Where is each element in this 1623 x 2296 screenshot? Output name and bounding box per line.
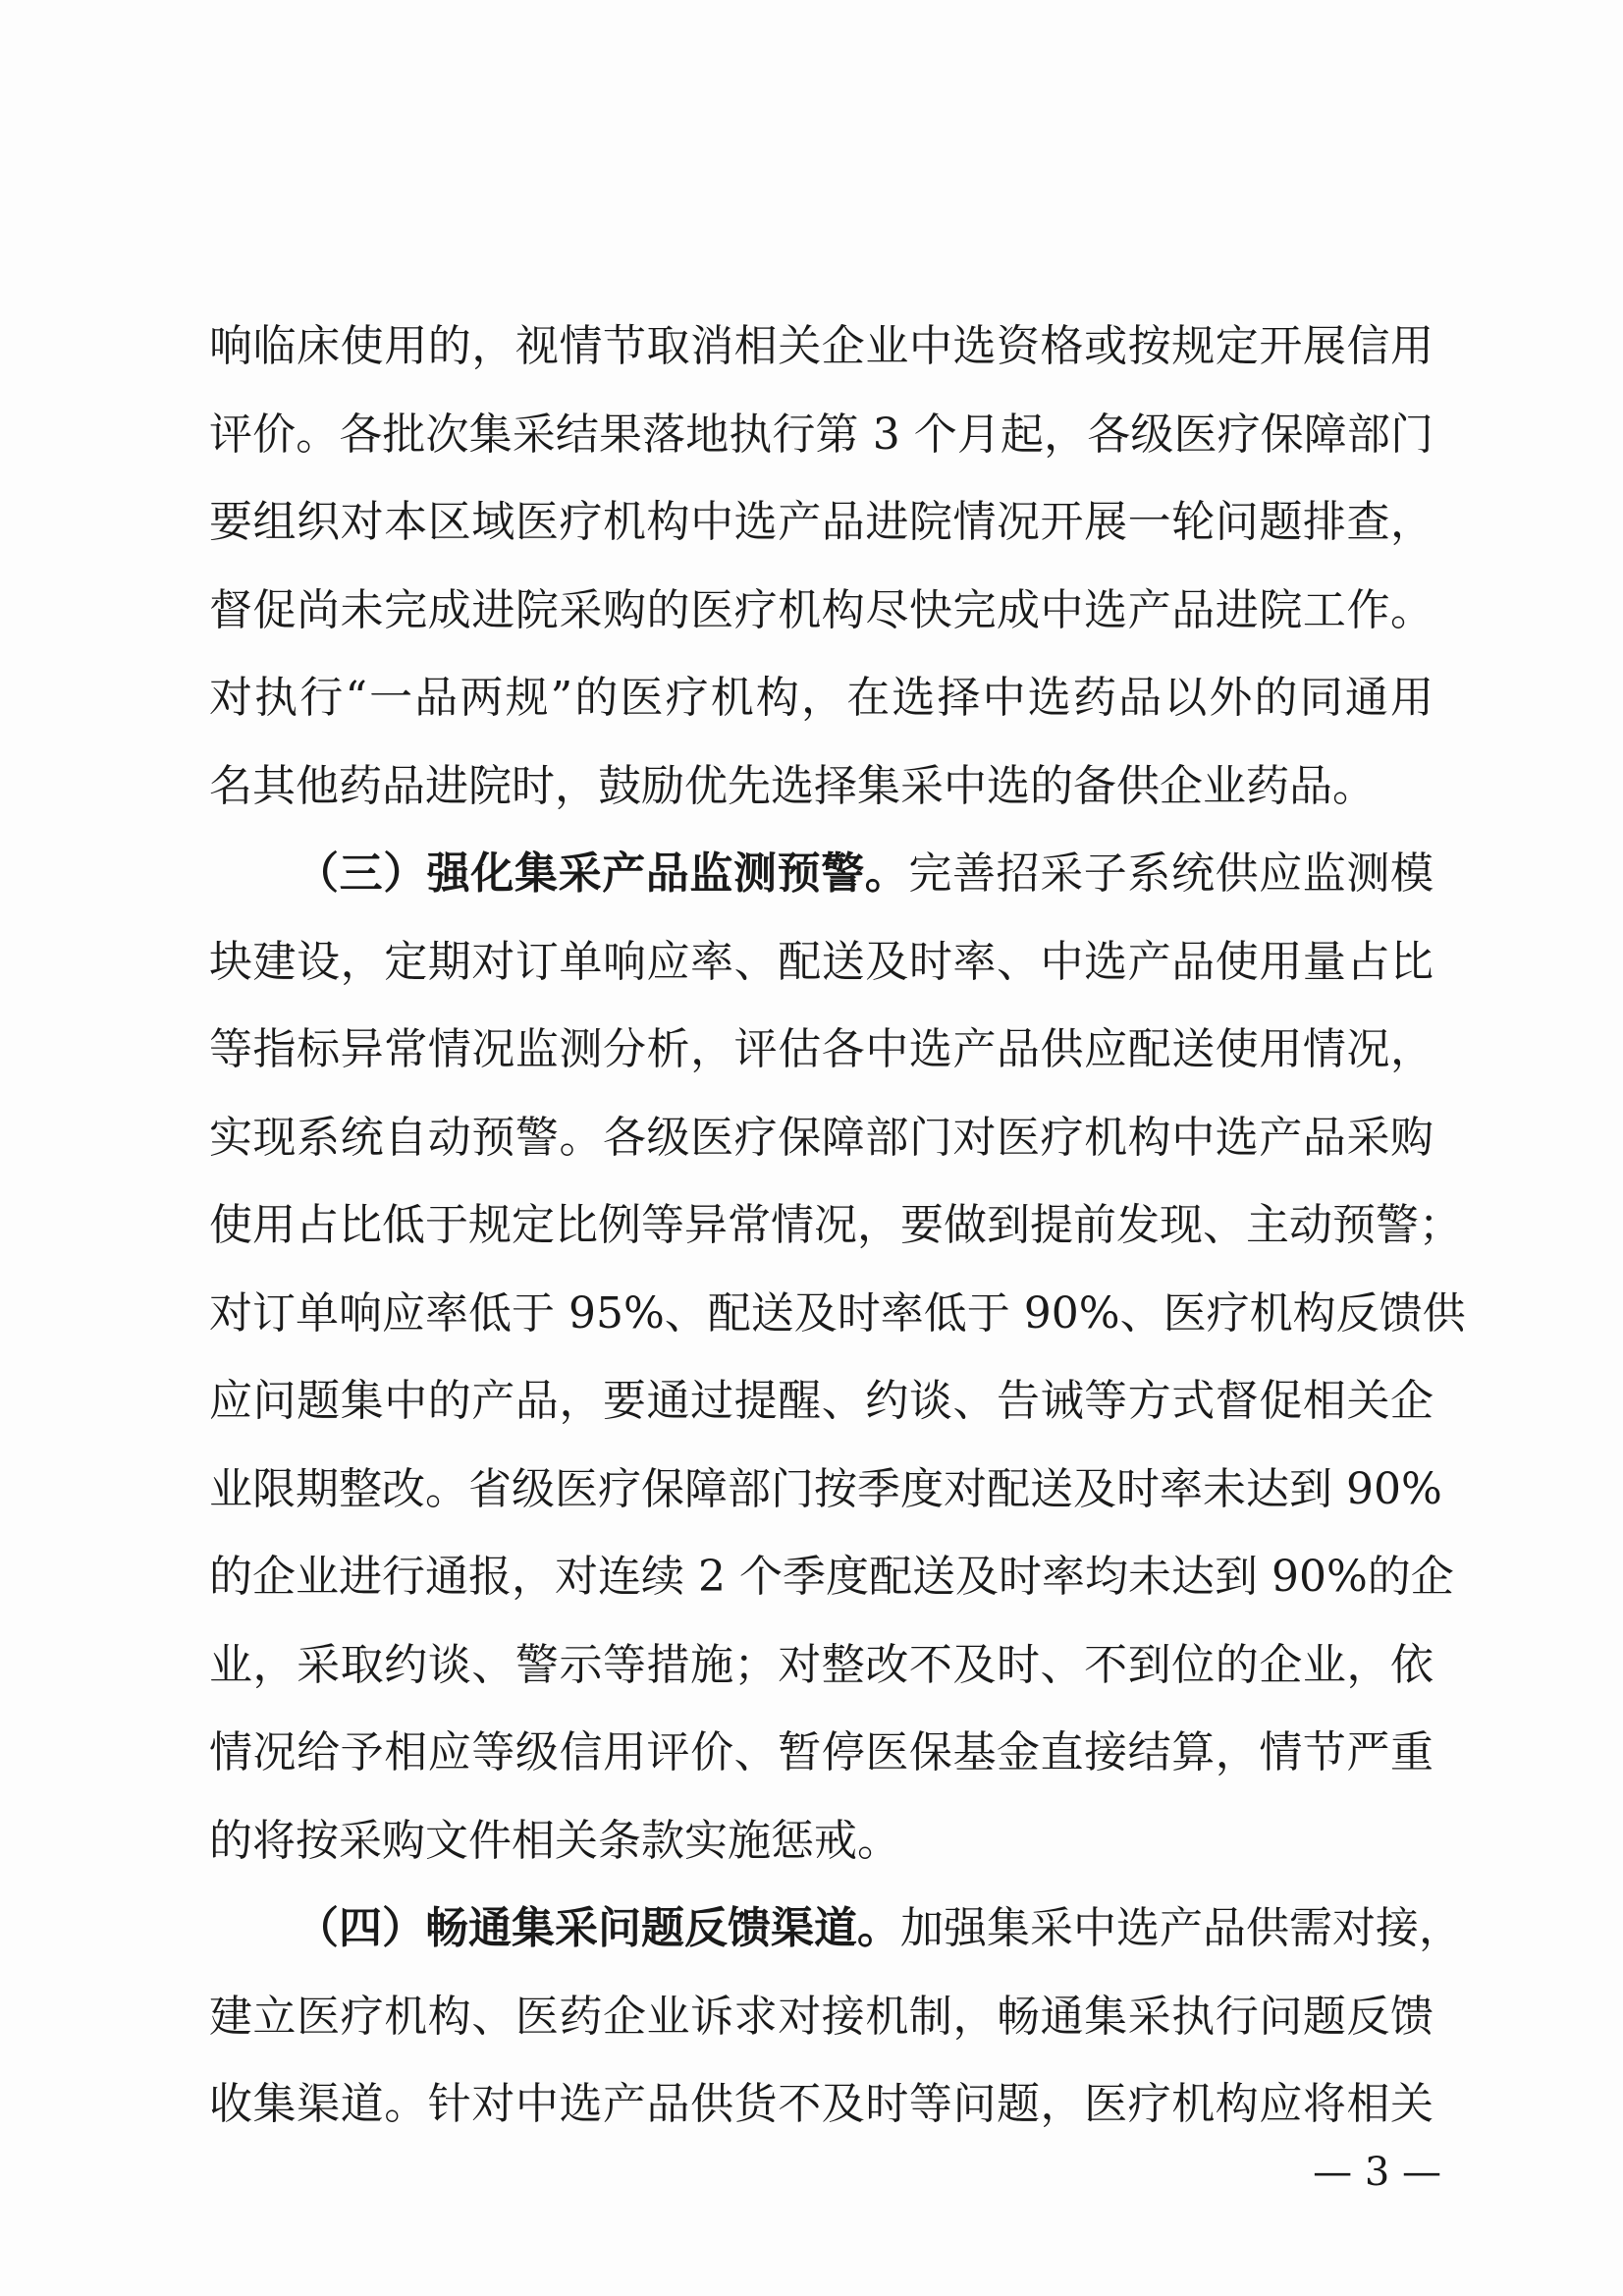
paragraph-line: 的将按采购文件相关条款实施惩戒。: [209, 1815, 900, 1866]
paragraph-line: 督促尚未完成进院采购的医疗机构尽快完成中选产品进院工作。: [209, 584, 1434, 635]
paragraph-line: 建立医疗机构、医药企业诉求对接机制，畅通集采执行问题反馈: [209, 1991, 1434, 2042]
paragraph-line: 对执行“一品两规”的医疗机构，在选择中选药品以外的同通用: [209, 673, 1434, 723]
paragraph-line: 情况给予相应等级信用评价、暂停医保基金直接结算，情节严重: [209, 1727, 1434, 1777]
paragraph-line: 应问题集中的产品，要通过提醒、约谈、告诫等方式督促相关企: [209, 1376, 1434, 1426]
body-text: [209, 302, 1466, 2149]
section-3-first-line-text: 完善招采子系统供应监测模: [908, 848, 1434, 899]
paragraph-line: 响临床使用的，视情节取消相关企业中选资格或按规定开展信用: [209, 321, 1434, 371]
paragraph-line: 使用占比低于规定比例等异常情况，要做到提前发现、主动预警；: [209, 1200, 1462, 1250]
paragraph-line: 等指标异常情况监测分析，评估各中选产品供应配送使用情况，: [209, 1024, 1434, 1074]
paragraph-line: 业限期整改。省级医疗保障部门按季度对配送及时率未达到 90%: [209, 1463, 1442, 1514]
section-3-first-line: [209, 830, 1434, 918]
paragraph-line: 块建设，定期对订单响应率、配送及时率、中选产品使用量占比: [209, 936, 1434, 987]
paragraph-line: 收集渠道。针对中选产品供货不及时等问题，医疗机构应将相关: [209, 2079, 1434, 2129]
paragraph-line: 名其他药品进院时，鼓励优先选择集采中选的备供企业药品。: [209, 760, 1376, 811]
paragraph-line: 要组织对本区域医疗机构中选产品进院情况开展一轮问题排查，: [209, 497, 1434, 547]
paragraph-line: 的企业进行通报，对连续 2 个季度配送及时率均未达到 90%的企: [209, 1552, 1454, 1602]
paragraph-line: 实现系统自动预警。各级医疗保障部门对医疗机构中选产品采购: [209, 1112, 1434, 1163]
paragraph-line: 业，采取约谈、警示等措施；对整改不及时、不到位的企业，依: [209, 1639, 1434, 1690]
section-4-first-line: [209, 1885, 1462, 1973]
paragraph-line: 评价。各批次集采结果落地执行第 3 个月起，各级医疗保障部门: [209, 409, 1434, 460]
paragraph-line: 对订单响应率低于 95%、配送及时率低于 90%、医疗机构反馈供: [209, 1287, 1466, 1339]
page-number: — 3 —: [1313, 2150, 1441, 2195]
section-4-first-line-text: 加强集采中选产品供需对接，: [900, 1903, 1462, 1953]
section-3-heading: （三）强化集采产品监测预警。: [296, 848, 909, 899]
section-4-heading: （四）畅通集采问题反馈渠道。: [296, 1903, 900, 1953]
